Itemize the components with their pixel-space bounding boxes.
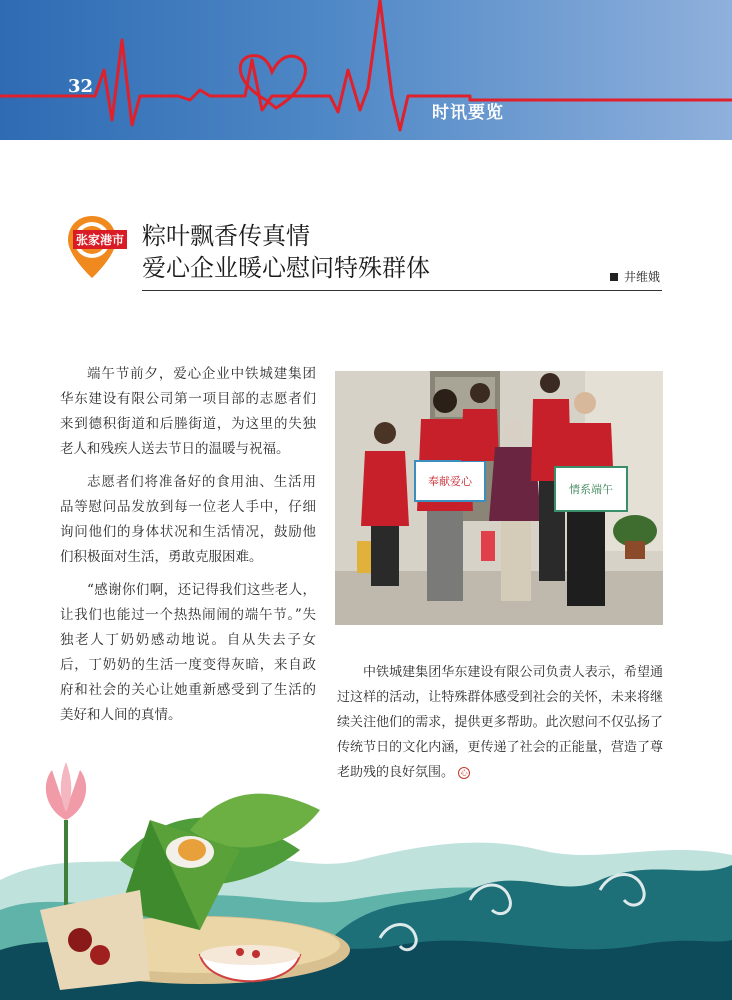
author-byline: [610, 268, 660, 285]
article-body-left: [60, 362, 316, 736]
photo-illustration: [335, 371, 663, 625]
heartbeat-line-graphic: [0, 0, 732, 140]
page-number: 32: [68, 76, 94, 97]
sign-right-text: 情系端午: [569, 483, 613, 496]
section-title: 时讯要览: [432, 103, 504, 123]
title-line-2: 爱心企业暖心慰问特殊群体: [142, 254, 430, 282]
volunteer-photo: [335, 371, 663, 625]
page-header: [0, 0, 732, 140]
paragraph: 志愿者们将准备好的食用油、生活用品等慰问品发放到每一位老人手中，仔细询问他们的身体状况和生活情况，鼓励他们积极面对生活，勇敢克服困难。: [60, 474, 316, 565]
paragraph-text: 中铁城建集团华东建设有限公司负责人表示，希望通过这样的活动，让特殊群体感受到社会的关怀，未来将继续关注他们的需求，提供更多帮助。此次慰问不仅弘扬了传统节日的文化内涵，更传递了社会的正能量，营造了尊老助残的良好氛围。: [337, 665, 663, 780]
square-bullet-icon: [610, 273, 618, 281]
dragon-boat-festival-illustration: [0, 740, 732, 1000]
article-title: [142, 220, 430, 284]
paragraph: “感谢你们啊，还记得我们这些老人，让我们也能过一个热热闹闹的端午节。”失独老人丁奶奶感动地说。自从失去子女后，丁奶奶的生活一度变得灰暗，来自政府和社会的关心让她重新感受到了生活的美好和人间的真情。: [60, 582, 316, 723]
author-name: 井维娥: [623, 270, 660, 284]
location-tag: 张家港市: [73, 230, 127, 249]
title-line-1: 粽叶飘香传真情: [142, 222, 310, 250]
paragraph: 端午节前夕，爱心企业中铁城建集团华东建设有限公司第一项目部的志愿者们来到德积街道和后塍街道，为这里的失独老人和残疾人送去节日的温暖与祝福。: [60, 366, 316, 457]
sign-left-text: 奉献爱心: [428, 475, 472, 488]
title-divider: [142, 290, 662, 291]
end-mark-icon: 心: [458, 767, 470, 779]
